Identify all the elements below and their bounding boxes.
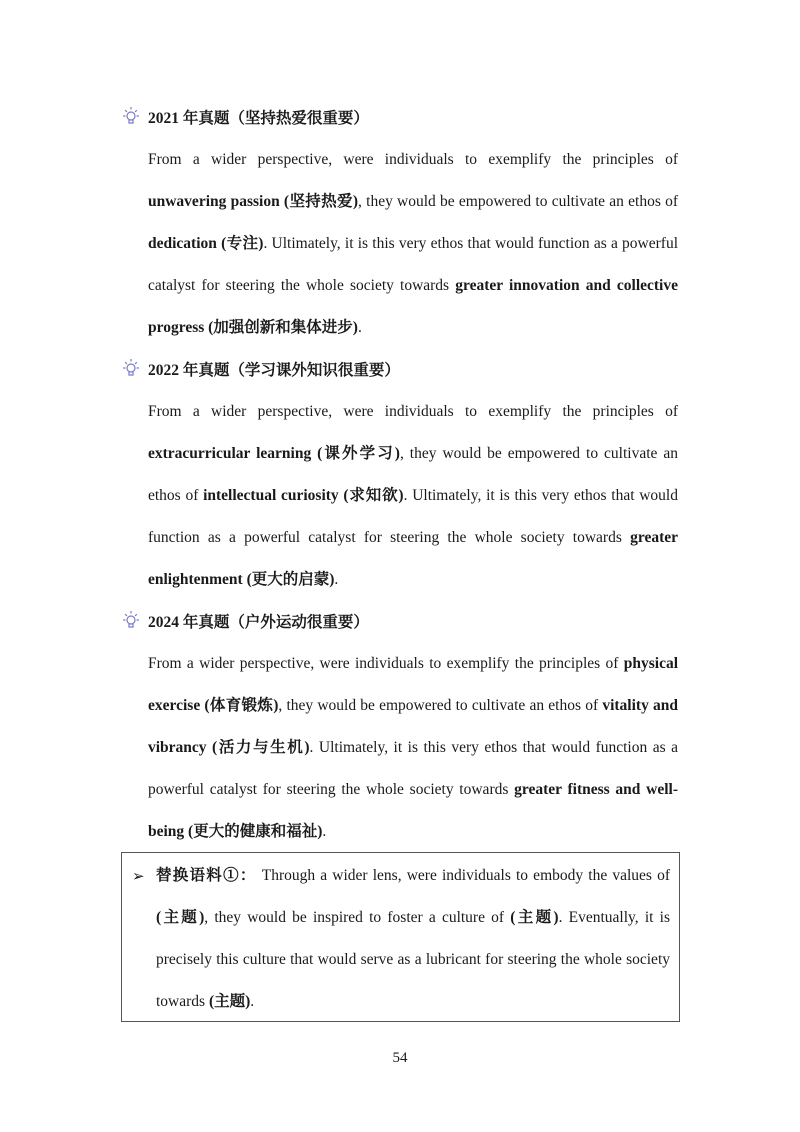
section-heading-text: 2021 年真题（坚持热爱很重要） [148, 110, 369, 127]
text-run: , they would be empowered to cultivate an ethos of [148, 445, 678, 504]
bold-phrase: greater fitness and well-being (更大的健康和福祉) [148, 781, 678, 840]
text-run: . Ultimately, it is this very ethos that would function as a powerful catalyst for steering the whole society towards [148, 235, 678, 294]
text-run: From a wider perspective, were individuals to exemplify the principles of [148, 655, 624, 672]
bold-phrase: (主题) [510, 909, 559, 926]
bold-phrase: 替换语料①： [156, 867, 257, 884]
text-run: . [357, 319, 362, 336]
text-run: , they would be inspired to foster a culture of [204, 909, 511, 926]
bold-phrase: extracurricular learning (课外学习) [148, 445, 400, 462]
section-paragraph [148, 391, 678, 601]
bold-phrase: (主题) [208, 993, 251, 1010]
arrow-bullet-icon: ➢ [132, 869, 145, 885]
bold-phrase: greater enlightenment (更大的启蒙) [148, 529, 678, 588]
bold-phrase: unwavering passion (坚持热爱) [148, 193, 359, 210]
text-run: From a wider perspective, were individuals to exemplify the principles of [148, 151, 678, 168]
text-run: . [322, 823, 327, 840]
section-paragraph [148, 139, 678, 349]
text-run: Through a wider lens, were individuals to embody the values of [256, 867, 670, 884]
page-number: 54 [392, 1050, 408, 1066]
lightbulb-icon [120, 106, 142, 128]
text-run: , they would be empowered to cultivate an ethos of [278, 697, 603, 714]
text-run: , they would be empowered to cultivate an ethos of [358, 193, 679, 210]
text-run: From a wider perspective, were individuals to exemplify the principles of [148, 403, 678, 420]
lightbulb-icon [120, 358, 142, 380]
bold-phrase: physical exercise (体育锻炼) [148, 655, 678, 714]
text-run: . Ultimately, it is this very ethos that would function as a powerful catalyst for steering the whole society towards [148, 739, 678, 798]
text-run: . [334, 571, 339, 588]
section-heading [120, 106, 369, 128]
section-heading [120, 358, 400, 380]
bold-phrase: vitality and vibrancy (活力与生机) [148, 697, 679, 756]
text-run: . Ultimately, it is this very ethos that would function as a powerful catalyst for steering the whole society towards [148, 487, 678, 546]
text-run: . [250, 993, 255, 1010]
text-run: . Eventually, it is precisely this culture that would serve as a lubricant for steering the whole society towards [156, 909, 670, 1010]
alternative-phrasing-text [156, 855, 670, 1023]
section-heading-text: 2024 年真题（户外运动很重要） [148, 614, 369, 631]
bold-phrase: intellectual curiosity (求知欲) [203, 487, 404, 504]
bold-phrase: greater innovation and collective progress (加强创新和集体进步) [148, 277, 678, 336]
alternative-phrasing-box [121, 852, 680, 1022]
bold-phrase: dedication (专注) [148, 235, 264, 252]
section-heading [120, 610, 369, 632]
bold-phrase: (主题) [156, 909, 205, 926]
section-paragraph [148, 643, 678, 853]
section-heading-text: 2022 年真题（学习课外知识很重要） [148, 362, 400, 379]
lightbulb-icon [120, 610, 142, 632]
